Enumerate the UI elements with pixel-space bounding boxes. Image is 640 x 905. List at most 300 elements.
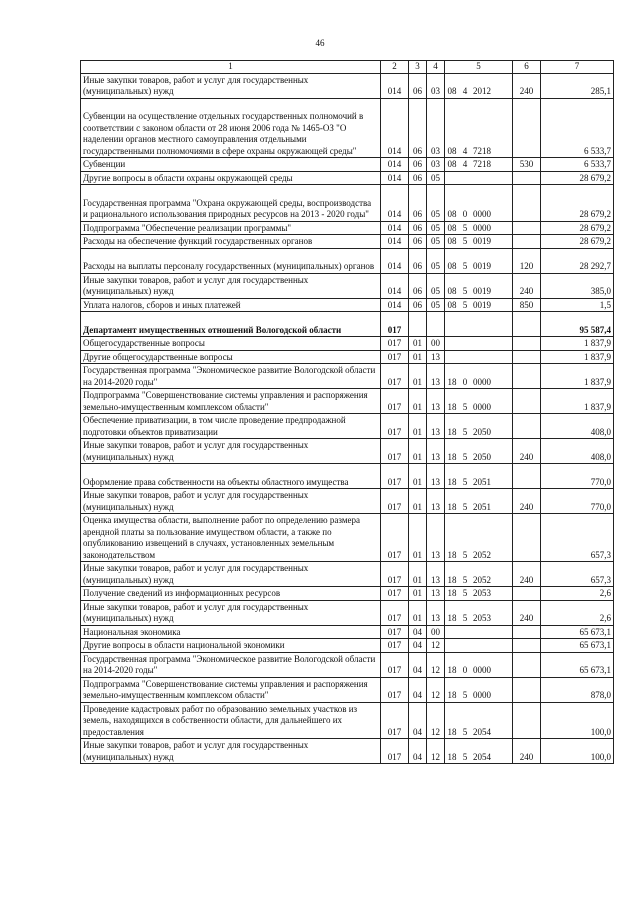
direction-code: 0019 xyxy=(473,286,491,296)
direction-code: 2051 xyxy=(473,476,491,487)
grbs-code-cell: 014 xyxy=(381,73,409,98)
subsection-code-cell: 03 xyxy=(427,73,445,98)
table-row xyxy=(81,639,614,653)
expense-type-cell xyxy=(513,312,541,337)
subsection-code-cell: 05 xyxy=(427,185,445,222)
direction-code: 0019 xyxy=(473,236,491,246)
target-code-cell xyxy=(445,439,513,464)
program-code: 08 xyxy=(447,299,457,310)
grbs-code-cell: 017 xyxy=(381,364,409,389)
section-code-cell: 01 xyxy=(409,562,427,587)
subsection-code-cell: 13 xyxy=(427,489,445,514)
subprogram-code: 5 xyxy=(462,286,468,296)
expense-type-cell xyxy=(513,350,541,364)
section-code-cell: 06 xyxy=(409,248,427,273)
amount-cell: 28 679,2 xyxy=(541,235,614,249)
table-row xyxy=(81,158,614,172)
subprogram-code: 5 xyxy=(462,261,468,271)
section-code-cell: 01 xyxy=(409,600,427,625)
target-code-cell xyxy=(445,350,513,364)
expense-type-cell xyxy=(513,414,541,439)
subprogram-code: 5 xyxy=(462,222,468,233)
expense-type-cell xyxy=(513,98,541,158)
program-code: 18 xyxy=(447,690,457,700)
amount-cell: 285,1 xyxy=(541,73,614,98)
section-code-cell: 01 xyxy=(409,414,427,439)
subsection-code-cell xyxy=(427,312,445,337)
table-row xyxy=(81,337,614,351)
subprogram-code: 5 xyxy=(462,690,468,700)
table-row xyxy=(81,98,614,158)
header-cell: 1 xyxy=(81,61,381,74)
grbs-code-cell: 014 xyxy=(381,185,409,222)
expense-type-cell xyxy=(513,235,541,249)
grbs-code-cell: 017 xyxy=(381,439,409,464)
section-code-cell: 01 xyxy=(409,464,427,489)
expense-type-cell xyxy=(513,464,541,489)
subsection-code-cell: 03 xyxy=(427,98,445,158)
expense-type-cell xyxy=(513,514,541,562)
grbs-code-cell: 017 xyxy=(381,739,409,764)
target-code-cell xyxy=(445,389,513,414)
header-cell: 5 xyxy=(445,61,513,74)
section-code-cell: 06 xyxy=(409,73,427,98)
program-code: 18 xyxy=(447,665,457,675)
section-code-cell: 01 xyxy=(409,587,427,601)
expense-type-cell xyxy=(513,185,541,222)
amount-cell: 28 292,7 xyxy=(541,248,614,273)
grbs-code-cell: 017 xyxy=(381,514,409,562)
subsection-code-cell: 12 xyxy=(427,702,445,739)
row-name-cell: Иные закупки товаров, работ и услуг для государственных (муниципальных) нужд xyxy=(81,73,381,98)
subprogram-code: 4 xyxy=(462,145,468,156)
program-code: 08 xyxy=(447,159,457,169)
subsection-code-cell: 12 xyxy=(427,739,445,764)
row-name-cell: Департамент имущественных отношений Вологодской области xyxy=(81,312,381,337)
subsection-code-cell: 00 xyxy=(427,337,445,351)
program-code: 08 xyxy=(447,236,457,246)
table-row xyxy=(81,600,614,625)
expense-type-cell: 240 xyxy=(513,273,541,298)
table-row xyxy=(81,625,614,639)
grbs-code-cell: 014 xyxy=(381,235,409,249)
expense-type-cell xyxy=(513,677,541,702)
target-code-cell xyxy=(445,298,513,312)
program-code: 18 xyxy=(447,751,457,762)
row-name-cell: Общегосударственные вопросы xyxy=(81,337,381,351)
table-row xyxy=(81,221,614,235)
expense-type-cell xyxy=(513,625,541,639)
target-code-cell xyxy=(445,702,513,739)
section-code-cell: 04 xyxy=(409,652,427,677)
section-code-cell: 01 xyxy=(409,439,427,464)
direction-code: 0000 xyxy=(473,401,491,412)
table-row xyxy=(81,652,614,677)
subsection-code-cell: 05 xyxy=(427,248,445,273)
direction-code: 2050 xyxy=(473,451,491,462)
table-row xyxy=(81,677,614,702)
program-code: 18 xyxy=(447,376,457,387)
subprogram-code: 5 xyxy=(462,236,468,246)
table-row xyxy=(81,514,614,562)
expense-type-cell xyxy=(513,652,541,677)
target-code-cell xyxy=(445,364,513,389)
table-row xyxy=(81,248,614,273)
expense-type-cell xyxy=(513,639,541,653)
header-cell: 2 xyxy=(381,61,409,74)
expense-type-cell xyxy=(513,587,541,601)
subprogram-code: 5 xyxy=(462,613,468,623)
table-row xyxy=(81,587,614,601)
table-row xyxy=(81,185,614,222)
program-code: 18 xyxy=(447,426,457,437)
row-name-cell: Другие вопросы в области национальной экономики xyxy=(81,639,381,653)
program-code: 18 xyxy=(447,401,457,412)
amount-cell: 2,6 xyxy=(541,600,614,625)
subsection-code-cell: 13 xyxy=(427,514,445,562)
direction-code: 0000 xyxy=(473,690,491,700)
section-code-cell: 01 xyxy=(409,489,427,514)
table-row xyxy=(81,389,614,414)
target-code-cell xyxy=(445,587,513,601)
amount-cell: 100,0 xyxy=(541,739,614,764)
amount-cell: 6 533,7 xyxy=(541,98,614,158)
target-code-cell xyxy=(445,739,513,764)
target-code-cell xyxy=(445,464,513,489)
grbs-code-cell: 014 xyxy=(381,221,409,235)
subprogram-code: 5 xyxy=(462,588,468,598)
section-code-cell: 06 xyxy=(409,171,427,185)
target-code-cell xyxy=(445,185,513,222)
amount-cell: 28 679,2 xyxy=(541,221,614,235)
row-name-cell: Расходы на обеспечение функций государственных органов xyxy=(81,235,381,249)
row-name-cell: Подпрограмма "Совершенствование системы управления и распоряжения земельно-имущественным комплексом области" xyxy=(81,677,381,702)
amount-cell: 1 837,9 xyxy=(541,364,614,389)
direction-code: 2054 xyxy=(473,726,491,737)
target-code-cell xyxy=(445,273,513,298)
subprogram-code: 4 xyxy=(462,159,468,169)
target-code-cell xyxy=(445,625,513,639)
header-cell: 7 xyxy=(541,61,614,74)
target-code-cell xyxy=(445,514,513,562)
target-code-cell xyxy=(445,171,513,185)
grbs-code-cell: 014 xyxy=(381,171,409,185)
page-number: 46 xyxy=(315,38,325,48)
amount-cell: 28 679,2 xyxy=(541,185,614,222)
amount-cell: 28 679,2 xyxy=(541,171,614,185)
amount-cell: 385,0 xyxy=(541,273,614,298)
subprogram-code: 0 xyxy=(462,209,468,219)
grbs-code-cell: 014 xyxy=(381,273,409,298)
section-code-cell: 06 xyxy=(409,185,427,222)
row-name-cell: Государственная программа "Экономическое развитие Вологодской области на 2014-2020 годы" xyxy=(81,652,381,677)
expense-type-cell xyxy=(513,364,541,389)
row-name-cell: Обеспечение приватизации, в том числе проведение предпродажной подготовки объектов приватизации xyxy=(81,414,381,439)
amount-cell: 100,0 xyxy=(541,702,614,739)
target-code-cell xyxy=(445,489,513,514)
grbs-code-cell: 017 xyxy=(381,350,409,364)
target-code-cell xyxy=(445,414,513,439)
section-code-cell: 06 xyxy=(409,235,427,249)
subprogram-code: 5 xyxy=(462,476,468,487)
program-code: 08 xyxy=(447,222,457,233)
row-name-cell: Субвенции на осуществление отдельных государственных полномочий в соответствии с законом области от 28 июня 2006 года № 1465-ОЗ "О наделении органов местного самоуправления отдельными государственными полномочиями в сфере охраны окружающей среды" xyxy=(81,98,381,158)
expense-type-cell xyxy=(513,221,541,235)
grbs-code-cell: 017 xyxy=(381,702,409,739)
subsection-code-cell: 12 xyxy=(427,677,445,702)
grbs-code-cell: 014 xyxy=(381,98,409,158)
subsection-code-cell: 13 xyxy=(427,562,445,587)
subsection-code-cell: 05 xyxy=(427,235,445,249)
row-name-cell: Подпрограмма "Обеспечение реализации программы" xyxy=(81,221,381,235)
program-code: 08 xyxy=(447,209,457,219)
direction-code: 7218 xyxy=(473,159,491,169)
row-name-cell: Уплата налогов, сборов и иных платежей xyxy=(81,298,381,312)
row-name-cell: Национальная экономика xyxy=(81,625,381,639)
direction-code: 2052 xyxy=(473,549,491,560)
target-code-cell xyxy=(445,312,513,337)
program-code: 18 xyxy=(447,588,457,598)
table-row xyxy=(81,350,614,364)
subprogram-code: 5 xyxy=(462,401,468,412)
program-code: 18 xyxy=(447,613,457,623)
subsection-code-cell: 03 xyxy=(427,158,445,172)
grbs-code-cell: 017 xyxy=(381,389,409,414)
table-row xyxy=(81,464,614,489)
table-row xyxy=(81,439,614,464)
row-name-cell: Иные закупки товаров, работ и услуг для государственных (муниципальных) нужд xyxy=(81,489,381,514)
program-code: 08 xyxy=(447,286,457,296)
section-code-cell: 06 xyxy=(409,158,427,172)
grbs-code-cell: 017 xyxy=(381,562,409,587)
program-code: 18 xyxy=(447,451,457,462)
expense-type-cell: 240 xyxy=(513,562,541,587)
amount-cell: 770,0 xyxy=(541,489,614,514)
target-code-cell xyxy=(445,73,513,98)
section-code-cell: 01 xyxy=(409,350,427,364)
program-code: 18 xyxy=(447,726,457,737)
section-code-cell: 01 xyxy=(409,389,427,414)
table-row xyxy=(81,171,614,185)
direction-code: 0019 xyxy=(473,299,491,310)
direction-code: 7218 xyxy=(473,145,491,156)
program-code: 18 xyxy=(447,574,457,585)
target-code-cell xyxy=(445,562,513,587)
subsection-code-cell: 13 xyxy=(427,414,445,439)
expense-type-cell: 240 xyxy=(513,439,541,464)
subprogram-code: 0 xyxy=(462,376,468,387)
target-code-cell xyxy=(445,639,513,653)
section-code-cell: 04 xyxy=(409,702,427,739)
grbs-code-cell: 017 xyxy=(381,489,409,514)
direction-code: 2053 xyxy=(473,613,491,623)
row-name-cell: Иные закупки товаров, работ и услуг для государственных (муниципальных) нужд xyxy=(81,439,381,464)
subprogram-code: 5 xyxy=(462,751,468,762)
subprogram-code: 5 xyxy=(462,299,468,310)
amount-cell: 65 673,1 xyxy=(541,652,614,677)
subsection-code-cell: 13 xyxy=(427,464,445,489)
target-code-cell xyxy=(445,248,513,273)
subsection-code-cell: 13 xyxy=(427,439,445,464)
subprogram-code: 5 xyxy=(462,426,468,437)
subsection-code-cell: 05 xyxy=(427,171,445,185)
amount-cell: 657,3 xyxy=(541,514,614,562)
row-name-cell: Иные закупки товаров, работ и услуг для государственных (муниципальных) нужд xyxy=(81,273,381,298)
table-row xyxy=(81,489,614,514)
grbs-code-cell: 017 xyxy=(381,677,409,702)
direction-code: 2054 xyxy=(473,751,491,762)
direction-code: 2050 xyxy=(473,426,491,437)
row-name-cell: Другие общегосударственные вопросы xyxy=(81,350,381,364)
program-code: 18 xyxy=(447,501,457,512)
target-code-cell xyxy=(445,98,513,158)
subprogram-code: 5 xyxy=(462,726,468,737)
subsection-code-cell: 05 xyxy=(427,298,445,312)
grbs-code-cell: 014 xyxy=(381,248,409,273)
expense-type-cell: 850 xyxy=(513,298,541,312)
section-code-cell: 04 xyxy=(409,625,427,639)
subsection-code-cell: 13 xyxy=(427,350,445,364)
section-code-cell: 04 xyxy=(409,639,427,653)
row-name-cell: Субвенции xyxy=(81,158,381,172)
amount-cell: 1 837,9 xyxy=(541,337,614,351)
row-name-cell: Оформление права собственности на объекты областного имущества xyxy=(81,464,381,489)
target-code-cell xyxy=(445,158,513,172)
budget-table xyxy=(80,60,614,764)
expense-type-cell: 240 xyxy=(513,489,541,514)
amount-cell: 95 587,4 xyxy=(541,312,614,337)
direction-code: 2053 xyxy=(473,588,491,598)
amount-cell: 65 673,1 xyxy=(541,639,614,653)
subprogram-code: 0 xyxy=(462,665,468,675)
section-code-cell: 04 xyxy=(409,677,427,702)
section-code-cell: 01 xyxy=(409,364,427,389)
header-cell: 4 xyxy=(427,61,445,74)
table-row xyxy=(81,702,614,739)
amount-cell: 6 533,7 xyxy=(541,158,614,172)
target-code-cell xyxy=(445,235,513,249)
target-code-cell xyxy=(445,677,513,702)
direction-code: 2051 xyxy=(473,501,491,512)
row-name-cell: Расходы на выплаты персоналу государственных (муниципальных) органов xyxy=(81,248,381,273)
table-row xyxy=(81,235,614,249)
subsection-code-cell: 13 xyxy=(427,364,445,389)
section-code-cell: 06 xyxy=(409,273,427,298)
subprogram-code: 4 xyxy=(462,86,468,96)
subsection-code-cell: 05 xyxy=(427,221,445,235)
amount-cell: 1 837,9 xyxy=(541,350,614,364)
amount-cell: 1 837,9 xyxy=(541,389,614,414)
direction-code: 0000 xyxy=(473,376,491,387)
target-code-cell xyxy=(445,337,513,351)
grbs-code-cell: 017 xyxy=(381,625,409,639)
program-code: 18 xyxy=(447,476,457,487)
program-code: 08 xyxy=(447,261,457,271)
program-code: 08 xyxy=(447,86,457,96)
table-row xyxy=(81,73,614,98)
grbs-code-cell: 017 xyxy=(381,600,409,625)
direction-code: 2012 xyxy=(473,86,491,96)
grbs-code-cell: 017 xyxy=(381,464,409,489)
program-code: 08 xyxy=(447,145,457,156)
section-code-cell xyxy=(409,312,427,337)
expense-type-cell: 240 xyxy=(513,739,541,764)
row-name-cell: Государственная программа "Охрана окружающей среды, воспроизводства и рационального использования природных ресурсов на 2013 - 2020 годы" xyxy=(81,185,381,222)
expense-type-cell: 530 xyxy=(513,158,541,172)
direction-code: 0000 xyxy=(473,665,491,675)
expense-type-cell: 240 xyxy=(513,600,541,625)
target-code-cell xyxy=(445,600,513,625)
section-code-cell: 01 xyxy=(409,337,427,351)
table-row xyxy=(81,273,614,298)
target-code-cell xyxy=(445,652,513,677)
section-code-cell: 04 xyxy=(409,739,427,764)
amount-cell: 878,0 xyxy=(541,677,614,702)
row-name-cell: Подпрограмма "Совершенствование системы управления и распоряжения земельно-имущественным комплексом области" xyxy=(81,389,381,414)
row-name-cell: Иные закупки товаров, работ и услуг для государственных (муниципальных) нужд xyxy=(81,739,381,764)
section-code-cell: 06 xyxy=(409,221,427,235)
subsection-code-cell: 13 xyxy=(427,389,445,414)
grbs-code-cell: 017 xyxy=(381,639,409,653)
subsection-code-cell: 13 xyxy=(427,587,445,601)
table-row xyxy=(81,312,614,337)
table-header-row xyxy=(81,61,614,74)
section-code-cell: 06 xyxy=(409,98,427,158)
subprogram-code: 5 xyxy=(462,451,468,462)
header-cell: 6 xyxy=(513,61,541,74)
row-name-cell: Иные закупки товаров, работ и услуг для государственных (муниципальных) нужд xyxy=(81,600,381,625)
amount-cell: 770,0 xyxy=(541,464,614,489)
expense-type-cell: 240 xyxy=(513,73,541,98)
subsection-code-cell: 13 xyxy=(427,600,445,625)
table-row xyxy=(81,562,614,587)
row-name-cell: Государственная программа "Экономическое развитие Вологодской области на 2014-2020 годы" xyxy=(81,364,381,389)
subsection-code-cell: 05 xyxy=(427,273,445,298)
grbs-code-cell: 014 xyxy=(381,158,409,172)
subprogram-code: 5 xyxy=(462,501,468,512)
grbs-code-cell: 017 xyxy=(381,337,409,351)
row-name-cell: Получение сведений из информационных ресурсов xyxy=(81,587,381,601)
expense-type-cell: 120 xyxy=(513,248,541,273)
amount-cell: 65 673,1 xyxy=(541,625,614,639)
grbs-code-cell: 017 xyxy=(381,414,409,439)
subprogram-code: 5 xyxy=(462,549,468,560)
amount-cell: 408,0 xyxy=(541,414,614,439)
table-row xyxy=(81,739,614,764)
amount-cell: 408,0 xyxy=(541,439,614,464)
subsection-code-cell: 12 xyxy=(427,652,445,677)
row-name-cell: Проведение кадастровых работ по образованию земельных участков из земель, находящихся в собственности области, для дальнейшего их предоставления xyxy=(81,702,381,739)
amount-cell: 1,5 xyxy=(541,298,614,312)
direction-code: 0000 xyxy=(473,209,491,219)
table-row xyxy=(81,364,614,389)
expense-type-cell xyxy=(513,702,541,739)
section-code-cell: 06 xyxy=(409,298,427,312)
row-name-cell: Иные закупки товаров, работ и услуг для государственных (муниципальных) нужд xyxy=(81,562,381,587)
expense-type-cell xyxy=(513,337,541,351)
direction-code: 0000 xyxy=(473,222,491,233)
table-row xyxy=(81,298,614,312)
grbs-code-cell: 017 xyxy=(381,312,409,337)
table-row xyxy=(81,414,614,439)
expense-type-cell xyxy=(513,389,541,414)
program-code: 18 xyxy=(447,549,457,560)
grbs-code-cell: 017 xyxy=(381,652,409,677)
expense-type-cell xyxy=(513,171,541,185)
target-code-cell xyxy=(445,221,513,235)
subsection-code-cell: 00 xyxy=(427,625,445,639)
subprogram-code: 5 xyxy=(462,574,468,585)
